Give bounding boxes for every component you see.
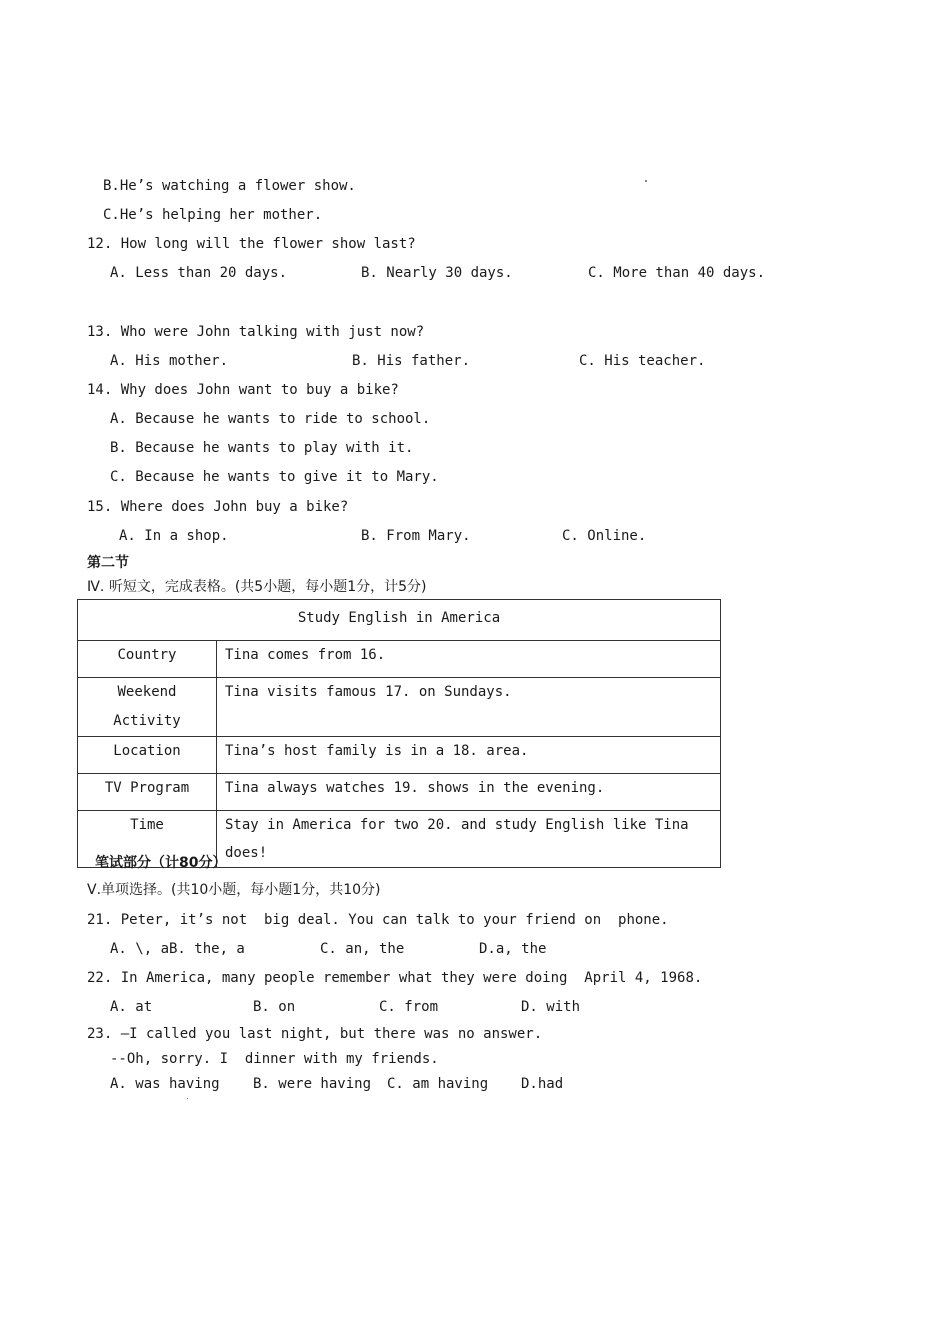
stray-mark (187, 1098, 188, 1099)
q12-question: 12. How long will the flower show last? (87, 236, 416, 252)
q21-question: 21. Peter, it’s not big deal. You can talk to your friend on phone. (87, 912, 669, 928)
table-row (78, 737, 721, 774)
table-row (78, 641, 721, 678)
table-row (78, 774, 721, 811)
q23-option-d: D.had (521, 1076, 564, 1092)
q15-option-b: B. From Mary. (361, 528, 471, 544)
table-value: Tina visits famous 17. on Sundays. (217, 678, 721, 737)
q23-option-b: B. were having (253, 1076, 372, 1092)
section2-instruction: Ⅳ. 听短文，完成表格。(共5小题，每小题1分，计5分) (87, 579, 427, 595)
section2-heading: 第二节 (87, 555, 129, 571)
q14-question: 14. Why does John want to buy a bike? (87, 382, 399, 398)
q23-option-a: A. was having (110, 1076, 220, 1092)
stray-mark (645, 180, 647, 182)
table-title: Study English in America (78, 600, 721, 641)
table-key: Weekend Activity (78, 678, 217, 737)
q23-reply: --Oh, sorry. I dinner with my friends. (110, 1051, 439, 1067)
q22-option-b: B. on (253, 999, 296, 1015)
q12-option-a: A. Less than 20 days. (110, 265, 288, 281)
table-value: Tina always watches 19. shows in the evening. (217, 774, 721, 811)
q15-question: 15. Where does John buy a bike? (87, 499, 349, 515)
q11-option-c: C.He’s helping her mother. (103, 207, 323, 223)
written-instruction: Ⅴ.单项选择。(共10小题，每小题1分，共10分) (87, 882, 381, 898)
q14-option-a: A. Because he wants to ride to school. (110, 411, 431, 427)
q21-option-c: C. an, the (320, 941, 405, 957)
table-key: TV Program (78, 774, 217, 811)
q12-option-b: B. Nearly 30 days. (361, 265, 513, 281)
table-key: Location (78, 737, 217, 774)
table-key: Country (78, 641, 217, 678)
q14-option-c: C. Because he wants to give it to Mary. (110, 469, 439, 485)
q23-question: 23. —I called you last night, but there was no answer. (87, 1026, 543, 1042)
q13-option-b: B. His father. (352, 353, 471, 369)
table-value: Tina’s host family is in a 18. area. (217, 737, 721, 774)
q13-option-c: C. His teacher. (579, 353, 706, 369)
listening-table (77, 599, 721, 868)
q15-option-a: A. In a shop. (119, 528, 229, 544)
q11-option-b: B.He’s watching a flower show. (103, 178, 356, 194)
q22-option-c: C. from (379, 999, 439, 1015)
q22-option-a: A. at (110, 999, 153, 1015)
table-value: Tina comes from 16. (217, 641, 721, 678)
table-row (78, 678, 721, 737)
q13-question: 13. Who were John talking with just now? (87, 324, 425, 340)
q23-option-c: C. am having (387, 1076, 489, 1092)
q15-option-c: C. Online. (562, 528, 647, 544)
q22-option-d: D. with (521, 999, 581, 1015)
q22-question: 22. In America, many people remember what they were doing April 4, 1968. (87, 970, 703, 986)
q21-option-a: A. \, aB. the, a (110, 941, 245, 957)
q12-option-c: C. More than 40 days. (588, 265, 766, 281)
q13-option-a: A. His mother. (110, 353, 229, 369)
table-value: Stay in America for two 20. and study English like Tina does! (217, 811, 721, 868)
written-heading: 笔试部分（计80分） (95, 855, 227, 871)
table-key: Time (78, 811, 217, 868)
q21-option-d: D.a, the (479, 941, 547, 957)
q14-option-b: B. Because he wants to play with it. (110, 440, 414, 456)
